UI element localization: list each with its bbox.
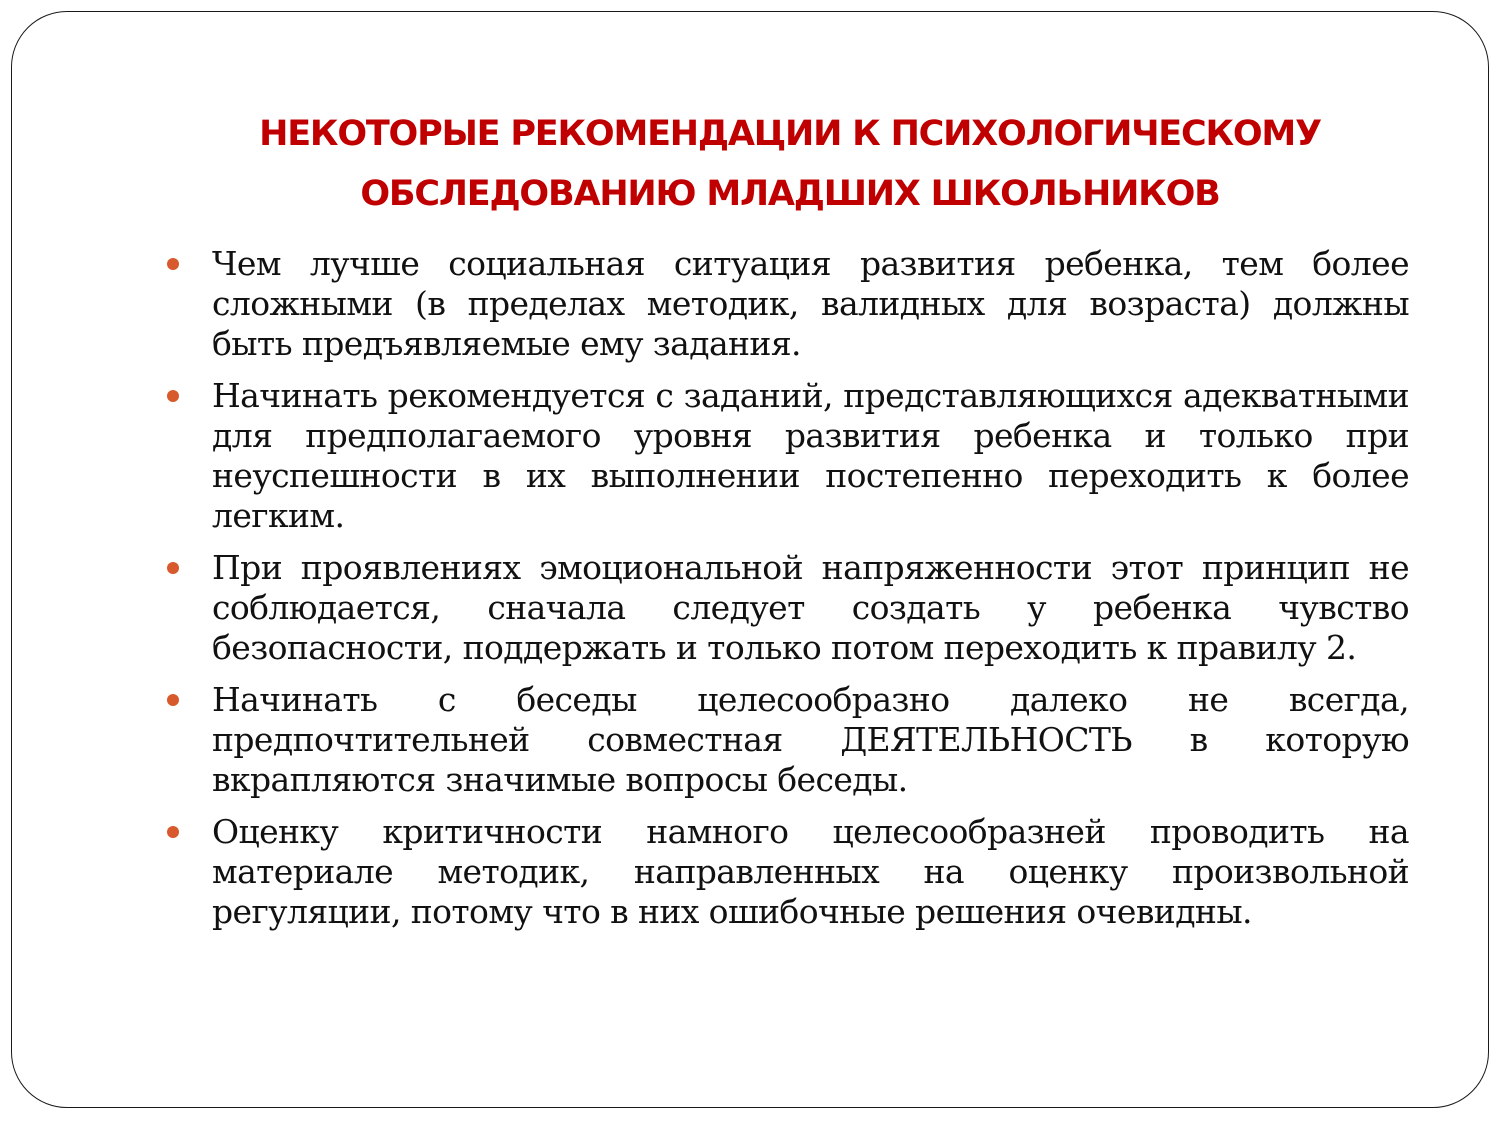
bullet-dot-icon	[167, 826, 179, 838]
bullet-text: При проявлениях эмоциональной напряженности этот принцип не соблюдается, сначала следует создать у ребенка чувство безопасности, поддержать и только потом переходить к правилу 2.	[212, 548, 1409, 667]
bullet-item-2	[212, 376, 1409, 536]
bullet-dot-icon	[167, 258, 179, 270]
bullet-item-1	[212, 244, 1409, 364]
bullet-dot-icon	[167, 694, 179, 706]
slide-title: НЕКОТОРЫЕ РЕКОМЕНДАЦИИ К ПСИХОЛОГИЧЕСКОМУ ОБСЛЕДОВАНИЮ МЛАДШИХ ШКОЛЬНИКОВ	[259, 114, 1321, 214]
bullet-item-5	[212, 812, 1409, 932]
bullet-text: Оценку критичности намного целесообразней проводить на материале методик, направленных на оценку произвольной регуляции, потому что в них ошибочные решения очевидны.	[212, 812, 1409, 931]
bullet-text: Чем лучше социальная ситуация развития ребенка, тем более сложными (в пределах методик, валидных для возраста) должны быть предъявляемые ему задания.	[212, 244, 1409, 363]
bullet-dot-icon	[167, 562, 179, 574]
bullet-item-4	[212, 680, 1409, 800]
bullet-text: Начинать с беседы целесообразно далеко не всегда, предпочтительней совместная ДЕЯТЕЛЬНОСТЬ в которую вкрапляются значимые вопросы беседы.	[212, 680, 1409, 799]
bullet-item-3	[212, 548, 1409, 668]
bullet-list	[212, 244, 1409, 944]
bullet-text: Начинать рекомендуется с заданий, представляющихся адекватными для предполагаемого уровня развития ребенка и только при неуспешности в их выполнении постепенно переходить к более легким.	[212, 376, 1409, 535]
bullet-dot-icon	[167, 390, 179, 402]
